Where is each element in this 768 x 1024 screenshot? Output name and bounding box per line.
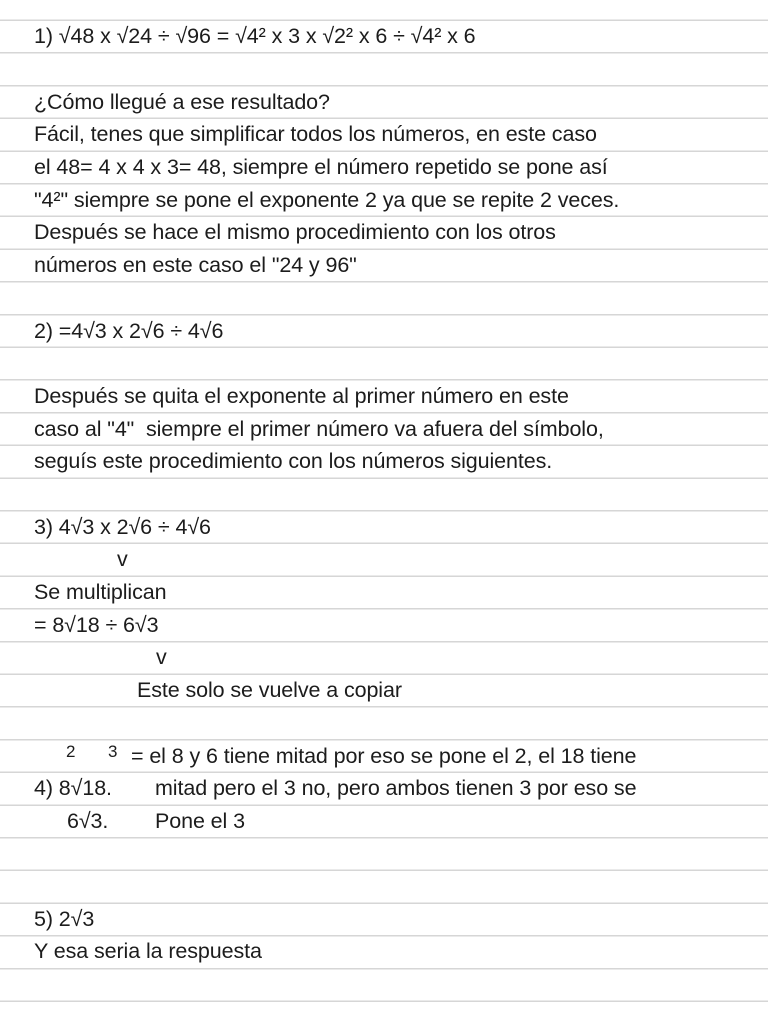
step3-note: Este solo se vuelve a copiar: [137, 678, 402, 702]
step4-superscript: [108, 740, 117, 773]
step5-answer: 5) 2√3: [34, 906, 95, 931]
superscript-2: 2: [66, 741, 76, 761]
step4-note: Pone el 3: [155, 809, 245, 833]
step3-equation: 3) 4√3 x 2√6 ÷ 4√6: [34, 514, 211, 539]
explanation2-line: Después se quita el exponente al primer número en este: [34, 384, 569, 408]
step4-note: mitad pero el 3 no, pero ambos tienen 3 por eso se: [155, 776, 637, 800]
step3-result: = 8√18 ÷ 6√3: [34, 612, 159, 637]
explanation2-line: caso al "4" siempre el primer número va afuera del símbolo,: [34, 416, 604, 441]
superscript-3: 3: [108, 741, 118, 761]
explanation1-line: "4²" siempre se pone el exponente 2 ya que se repite 2 veces.: [34, 187, 620, 212]
explanation1-line: Fácil, tenes que simplificar todos los números, en este caso: [34, 122, 597, 146]
explanation1-line: Después se hace el mismo procedimiento con los otros: [34, 220, 556, 244]
step4-note: = el 8 y 6 tiene mitad por eso se pone el 2, el 18 tiene: [131, 743, 637, 768]
explanation1-line: ¿Cómo llegué a ese resultado?: [34, 89, 330, 114]
explanation1-line: el 48= 4 x 4 x 3= 48, siempre el número repetido se pone así: [34, 155, 608, 179]
step2-equation: 2) =4√3 x 2√6 ÷ 4√6: [34, 318, 224, 343]
explanation1-line: números en este caso el "24 y 96": [34, 253, 357, 277]
step3-arrow: v: [117, 547, 128, 571]
step3-arrow: v: [156, 645, 167, 669]
step4-denominator: 6√3.: [67, 809, 109, 833]
step5-note: Y esa seria la respuesta: [34, 939, 262, 963]
step1-equation: 1) √48 x √24 ÷ √96 = √4² x 3 x √2² x 6 ÷ √4² x 6: [34, 24, 476, 48]
step3-note: Se multiplican: [34, 580, 167, 604]
step4-superscript: [66, 740, 75, 773]
explanation2-line: seguís este procedimiento con los números siguientes.: [34, 449, 553, 473]
step4-label: 4) 8√18.: [34, 776, 112, 800]
